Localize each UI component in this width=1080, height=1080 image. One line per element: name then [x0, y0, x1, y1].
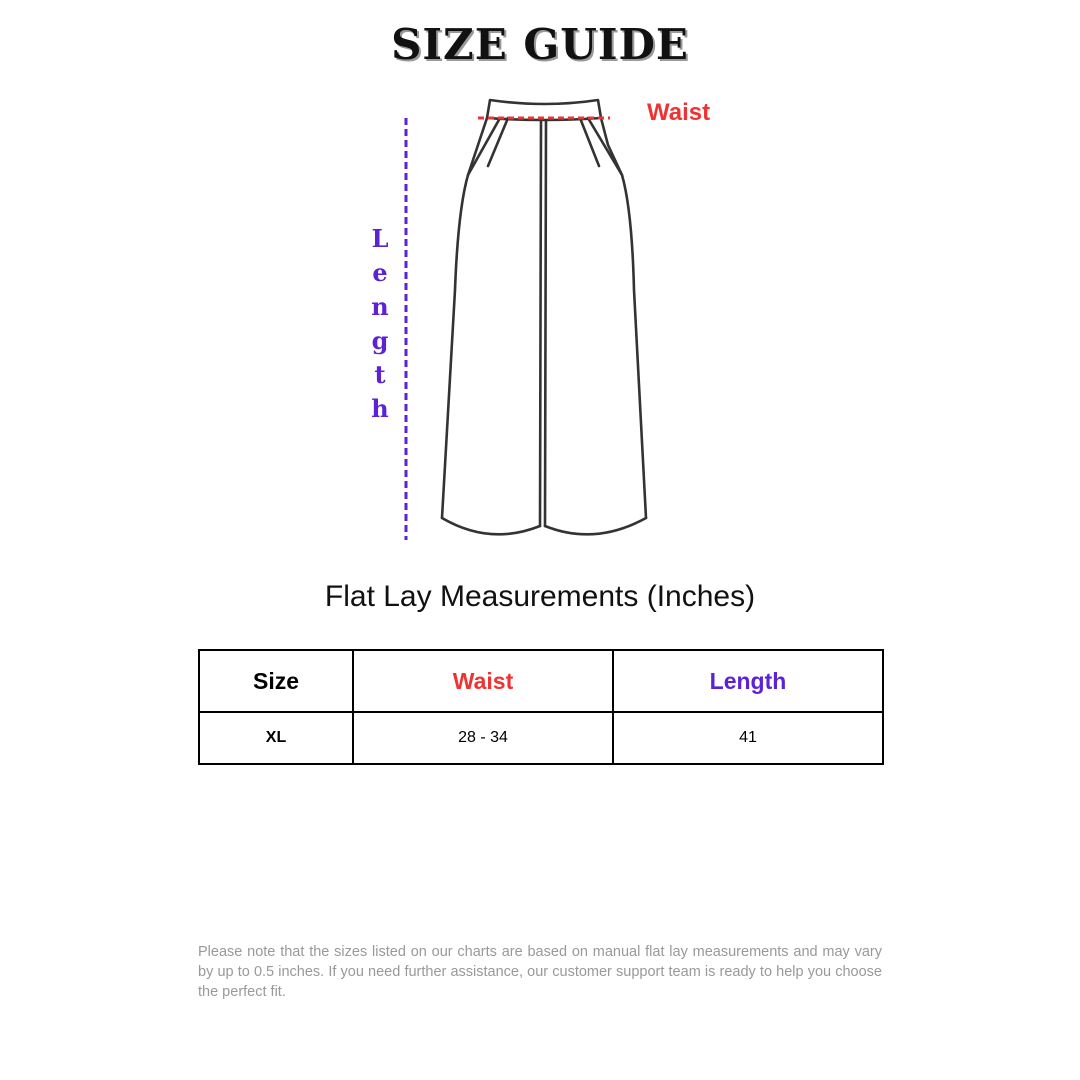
trousers-icon	[340, 90, 760, 560]
table-caption: Flat Lay Measurements (Inches)	[324, 580, 756, 613]
measurement-diagram	[340, 90, 760, 560]
size-table	[198, 649, 884, 765]
table-row	[199, 712, 883, 764]
disclaimer-note: Please note that the sizes listed on our charts are based on manual flat lay measurements and may vary by up to 0.5 inches. If you need further assistance, our customer support team is ready to help you choose the perfect fit.	[198, 944, 882, 1000]
waist-label: Waist	[647, 99, 711, 126]
header-size: Size	[199, 650, 353, 712]
cell-length: 41	[613, 712, 883, 764]
header-waist: Waist	[353, 650, 613, 712]
header-length: Length	[613, 650, 883, 712]
cell-waist: 28 - 34	[353, 712, 613, 764]
cell-size: XL	[199, 712, 353, 764]
length-label: Length	[371, 224, 389, 423]
page-title: SIZE GUIDE	[391, 20, 689, 69]
table-header-row	[199, 650, 883, 712]
